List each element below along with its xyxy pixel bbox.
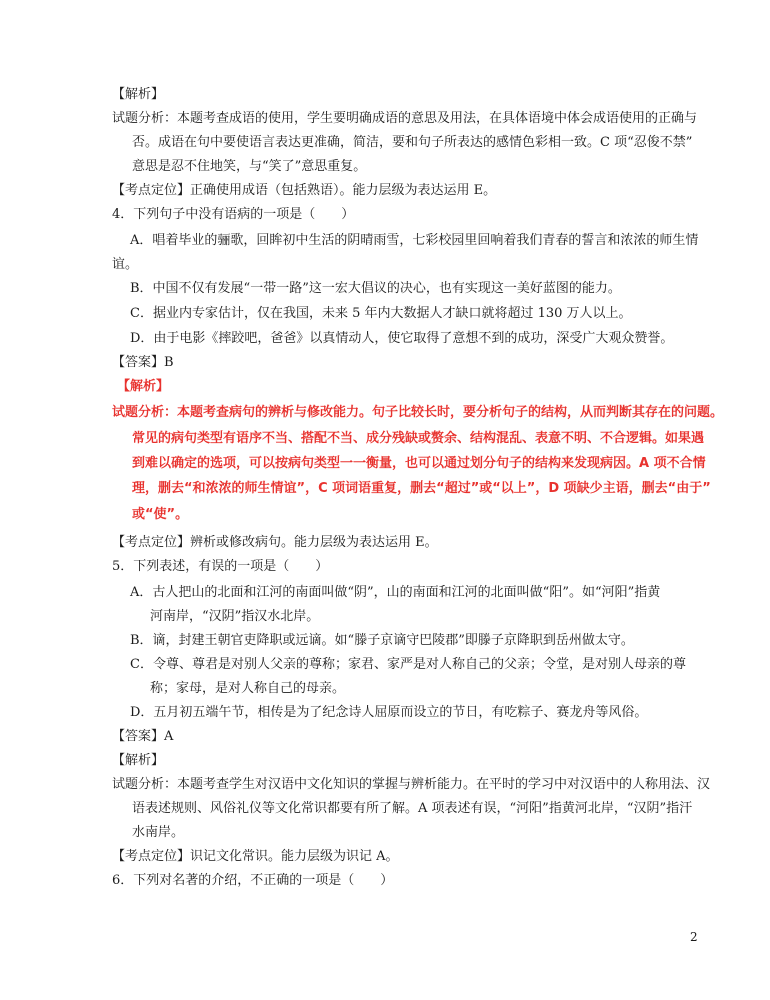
text-line: 【考点定位】正确使用成语（包括熟语）。能力层级为表达运用 E。	[112, 183, 497, 198]
text-line: D．五月初五端午节，相传是为了纪念诗人屈原而设立的节日，有吃粽子、赛龙舟等风俗。	[130, 705, 648, 720]
text-line: 试题分析：本题考查成语的使用，学生要明确成语的意思及用法，在具体语境中体会成语使用的正确与	[112, 111, 698, 126]
text-line: 河南岸，“汉阴”指汉水北岸。	[150, 609, 320, 624]
text-line: C．据业内专家估计，仅在我国，未来 5 年内大数据人才缺口就将超过 130 万人以上。	[130, 306, 632, 321]
text-line: 【考点定位】辨析或修改病句。能力层级为表达运用 E。	[112, 535, 438, 550]
text-line: 到难以确定的选项，可以按病句类型一一衡量，也可以通过划分句子的结构来发现病因。A 项不合情	[132, 456, 706, 471]
text-line: 【答案】A	[112, 729, 174, 744]
text-line: 【考点定位】识记文化常识。能力层级为识记 A。	[112, 849, 399, 864]
text-line: 6．下列对名著的介绍，不正确的一项是（ ）	[112, 873, 394, 888]
text-line: 语表述规则、风俗礼仪等文化常识都要有所了解。A 项表述有误，“河阳”指黄河北岸，“汉阴”指汗	[132, 801, 693, 816]
text-line: 【解析】	[112, 753, 165, 768]
text-line: C．令尊、尊君是对别人父亲的尊称；家君、家严是对人称自己的父亲；令堂，是对别人母亲的尊	[130, 657, 686, 672]
text-line: 【解析】	[117, 379, 170, 394]
text-line: A．唱着毕业的骊歌，回眸初中生活的阴晴雨雪，七彩校园里回响着我们青春的誓言和浓浓的师生情	[130, 233, 699, 248]
text-line: 4．下列句子中没有语病的一项是（ ）	[112, 207, 355, 222]
text-line: 否。成语在句中要使语言表达更准确，简洁，要和句子所表达的感情色彩相一致。C 项“忍俊不禁”	[132, 135, 693, 150]
text-line: 试题分析：本题考查学生对汉语中文化知识的掌握与辨析能力。在平时的学习中对汉语中的人称用法、汉	[112, 777, 711, 792]
text-line: A．古人把山的北面和江河的南面叫做“阴”，山的南面和江河的北面叫做“阳”。如“河阳”指黄	[130, 585, 661, 600]
text-line: 5．下列表述，有误的一项是（ ）	[112, 559, 329, 574]
text-line: 常见的病句类型有语序不当、搭配不当、成分残缺或赘余、结构混乱、表意不明、不合逻辑。如果遇	[132, 431, 705, 446]
text-line: D．由于电影《摔跤吧，爸爸》以真情动人，使它取得了意想不到的成功，深受广大观众赞誉。	[130, 331, 674, 346]
page-number: 2	[690, 930, 698, 944]
text-line: 谊。	[112, 257, 139, 272]
text-line: 称；家母，是对人称自己的母亲。	[150, 681, 346, 696]
text-line: 理，删去“和浓浓的师生情谊”，C 项词语重复，删去“超过”或“以上”，D 项缺少主语，删去“由于”	[132, 481, 711, 496]
text-line: 或“使”。	[132, 507, 189, 522]
text-line: 【解析】	[112, 87, 165, 102]
text-line: 水南岸。	[132, 825, 185, 840]
text-line: 意思是忍不住地笑，与“笑了”意思重复。	[132, 159, 367, 174]
text-line: B．谪，封建王朝官吏降职或远谪。如“滕子京谪守巴陵郡”即滕子京降职到岳州做太守。	[130, 633, 634, 648]
text-line: 【答案】B	[112, 355, 174, 370]
text-line: B．中国不仅有发展“一带一路”这一宏大倡议的决心，也有实现这一美好蓝图的能力。	[130, 281, 621, 296]
text-line: 试题分析：本题考查病句的辨析与修改能力。句子比较长时，要分析句子的结构，从而判断其存在的问题。	[112, 405, 724, 420]
